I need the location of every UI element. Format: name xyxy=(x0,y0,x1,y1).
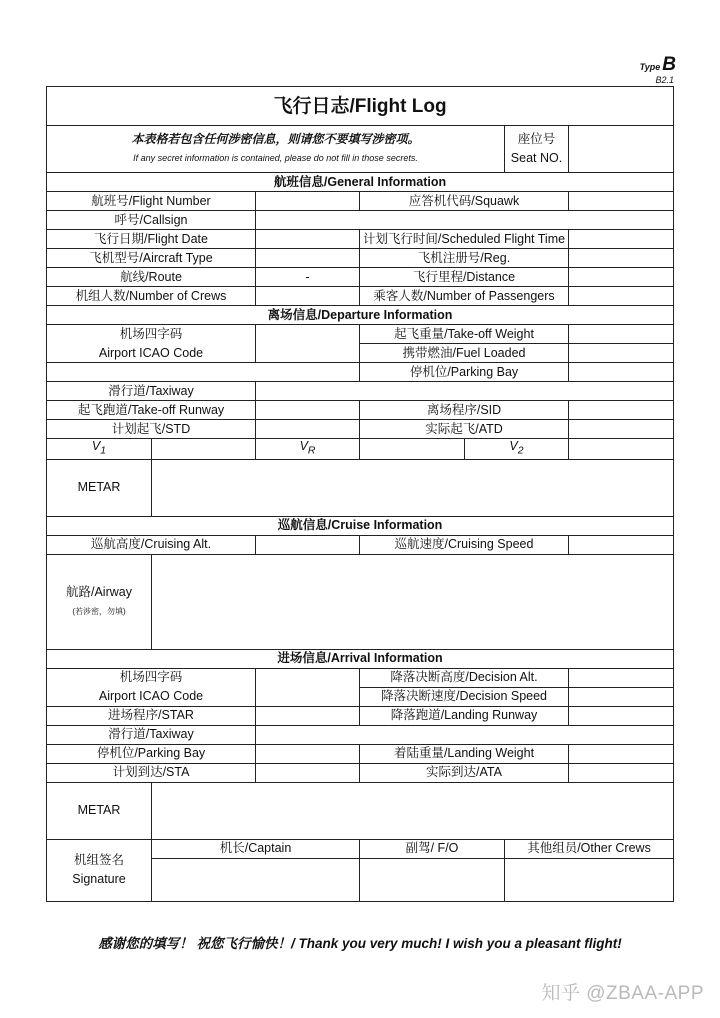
other-crews-label: 其他组员/Other Crews xyxy=(505,839,674,858)
squawk-field[interactable] xyxy=(569,192,674,211)
passengers-field[interactable] xyxy=(569,287,674,306)
cruising-alt-field[interactable] xyxy=(256,535,360,554)
route-label: 航线/Route xyxy=(47,268,256,287)
seat-field[interactable] xyxy=(569,126,674,173)
other-crews-signature-field[interactable] xyxy=(505,858,674,901)
departure-icao-en: Airport ICAO Code xyxy=(98,345,204,360)
decision-speed-field[interactable] xyxy=(569,687,674,706)
departure-blank xyxy=(47,363,360,382)
cruising-speed-label: 巡航速度/Cruising Speed xyxy=(360,535,569,554)
reg-field[interactable] xyxy=(569,249,674,268)
watermark: 知乎 @ZBAA-APP xyxy=(541,983,704,1004)
form-title: 飞行日志/Flight Log xyxy=(47,87,674,126)
reg-label: 飞机注册号/Reg. xyxy=(360,249,569,268)
callsign-label: 呼号/Callsign xyxy=(47,211,256,230)
v2-label: $V_2$ xyxy=(465,439,569,460)
atd-label: 实际起飞/ATD xyxy=(360,420,569,439)
flight-number-label: 航班号/Flight Number xyxy=(47,192,256,211)
landing-weight-label: 着陆重量/Landing Weight xyxy=(360,744,569,763)
secret-notice-cn: 本表格若包含任何涉密信息，则请您不要填写涉密项。 xyxy=(131,132,420,146)
arrival-icao-cn: 机场四字码 xyxy=(119,670,183,684)
cruise-info-heading: 巡航信息/Cruise Information xyxy=(47,516,674,535)
std-label: 计划起飞/STD xyxy=(47,420,256,439)
captain-label: 机长/Captain xyxy=(152,839,360,858)
ata-label: 实际到达/ATA xyxy=(360,763,569,782)
arrival-icao-label xyxy=(47,668,256,706)
arrival-icao-field[interactable] xyxy=(256,668,360,706)
fo-label: 副驾/ F/O xyxy=(360,839,505,858)
ata-field[interactable] xyxy=(569,763,674,782)
vr-label: $V_R$ xyxy=(256,439,360,460)
departure-icao-label xyxy=(47,325,256,363)
secret-notice xyxy=(47,126,505,173)
scheduled-time-label: 计划飞行时间/Scheduled Flight Time xyxy=(360,230,569,249)
form-type-label xyxy=(640,54,676,76)
arrival-info-heading: 进场信息/Arrival Information xyxy=(47,649,674,668)
atd-field[interactable] xyxy=(569,420,674,439)
form-version: B2.1 xyxy=(655,75,674,85)
v2-field[interactable] xyxy=(569,439,674,460)
airway-field[interactable] xyxy=(152,554,674,649)
aircraft-type-label: 飞机型号/Aircraft Type xyxy=(47,249,256,268)
departure-metar-field[interactable] xyxy=(152,459,674,516)
decision-speed-label: 降落决断速度/Decision Speed xyxy=(360,687,569,706)
std-field[interactable] xyxy=(256,420,360,439)
takeoff-runway-field[interactable] xyxy=(256,401,360,420)
departure-taxiway-field[interactable] xyxy=(256,382,674,401)
departure-parking-field[interactable] xyxy=(569,363,674,382)
takeoff-runway-label: 起飞跑道/Take-off Runway xyxy=(47,401,256,420)
flight-number-field[interactable] xyxy=(256,192,360,211)
arrival-metar-label: METAR xyxy=(47,782,152,839)
route-field[interactable]: - xyxy=(256,268,360,287)
type-letter: B xyxy=(662,54,676,75)
departure-taxiway-label: 滑行道/Taxiway xyxy=(47,382,256,401)
flight-date-field[interactable] xyxy=(256,230,360,249)
seat-label-cn: 座位号 xyxy=(517,132,556,146)
callsign-field[interactable] xyxy=(256,211,674,230)
general-info-heading: 航班信息/General Information xyxy=(47,173,674,192)
sid-field[interactable] xyxy=(569,401,674,420)
departure-icao-field[interactable] xyxy=(256,325,360,363)
flight-date-label: 飞行日期/Flight Date xyxy=(47,230,256,249)
seat-label-en: Seat NO. xyxy=(510,151,563,165)
landing-runway-field[interactable] xyxy=(569,706,674,725)
airway-note: (若涉密，勿填) xyxy=(72,606,126,616)
signature-label xyxy=(47,839,152,901)
crews-label: 机组人数/Number of Crews xyxy=(47,287,256,306)
fo-signature-field[interactable] xyxy=(360,858,505,901)
distance-field[interactable] xyxy=(569,268,674,287)
type-prefix: Type xyxy=(639,62,661,72)
v1-label: $V_1$ xyxy=(47,439,152,460)
v1-field[interactable] xyxy=(152,439,256,460)
signature-label-cn: 机组签名 xyxy=(73,853,124,867)
sta-field[interactable] xyxy=(256,763,360,782)
arrival-taxiway-label: 滑行道/Taxiway xyxy=(47,725,256,744)
arrival-icao-en: Airport ICAO Code xyxy=(98,689,204,703)
passengers-label: 乘客人数/Number of Passengers xyxy=(360,287,569,306)
takeoff-weight-field[interactable] xyxy=(569,325,674,344)
cruising-alt-label: 巡航高度/Cruising Alt. xyxy=(47,535,256,554)
footer-thanks: 感谢您的填写！ 祝您飞行愉快！/ Thank you very much! I wish you a pleasant flight! xyxy=(98,936,622,951)
secret-notice-en: If any secret information is contained, please do not fill in those secrets. xyxy=(133,153,418,163)
fuel-field[interactable] xyxy=(569,344,674,363)
takeoff-weight-label: 起飞重量/Take-off Weight xyxy=(360,325,569,344)
fuel-label: 携带燃油/Fuel Loaded xyxy=(360,344,569,363)
airway-label xyxy=(47,554,152,649)
airway-label-text: 航路/Airway xyxy=(66,584,132,599)
sid-label: 离场程序/SID xyxy=(360,401,569,420)
cruising-speed-field[interactable] xyxy=(569,535,674,554)
seat-label xyxy=(505,126,569,173)
crews-field[interactable] xyxy=(256,287,360,306)
scheduled-time-field[interactable] xyxy=(569,230,674,249)
flight-log-form xyxy=(46,86,674,902)
star-field[interactable] xyxy=(256,706,360,725)
departure-parking-label: 停机位/Parking Bay xyxy=(360,363,569,382)
departure-info-heading: 离场信息/Departure Information xyxy=(47,306,674,325)
arrival-parking-field[interactable] xyxy=(256,744,360,763)
signature-label-en: Signature xyxy=(72,872,126,886)
departure-icao-cn: 机场四字码 xyxy=(119,326,183,341)
distance-label: 飞行里程/Distance xyxy=(360,268,569,287)
decision-alt-field[interactable] xyxy=(569,668,674,687)
arrival-parking-label: 停机位/Parking Bay xyxy=(47,744,256,763)
arrival-taxiway-field[interactable] xyxy=(256,725,674,744)
aircraft-type-field[interactable] xyxy=(256,249,360,268)
landing-runway-label: 降落跑道/Landing Runway xyxy=(360,706,569,725)
sta-label: 计划到达/STA xyxy=(47,763,256,782)
decision-alt-label: 降落决断高度/Decision Alt. xyxy=(360,668,569,687)
squawk-label: 应答机代码/Squawk xyxy=(360,192,569,211)
landing-weight-field[interactable] xyxy=(569,744,674,763)
star-label: 进场程序/STAR xyxy=(47,706,256,725)
departure-metar-label: METAR xyxy=(47,459,152,516)
arrival-metar-field[interactable] xyxy=(152,782,674,839)
captain-signature-field[interactable] xyxy=(152,858,360,901)
vr-field[interactable] xyxy=(360,439,465,460)
